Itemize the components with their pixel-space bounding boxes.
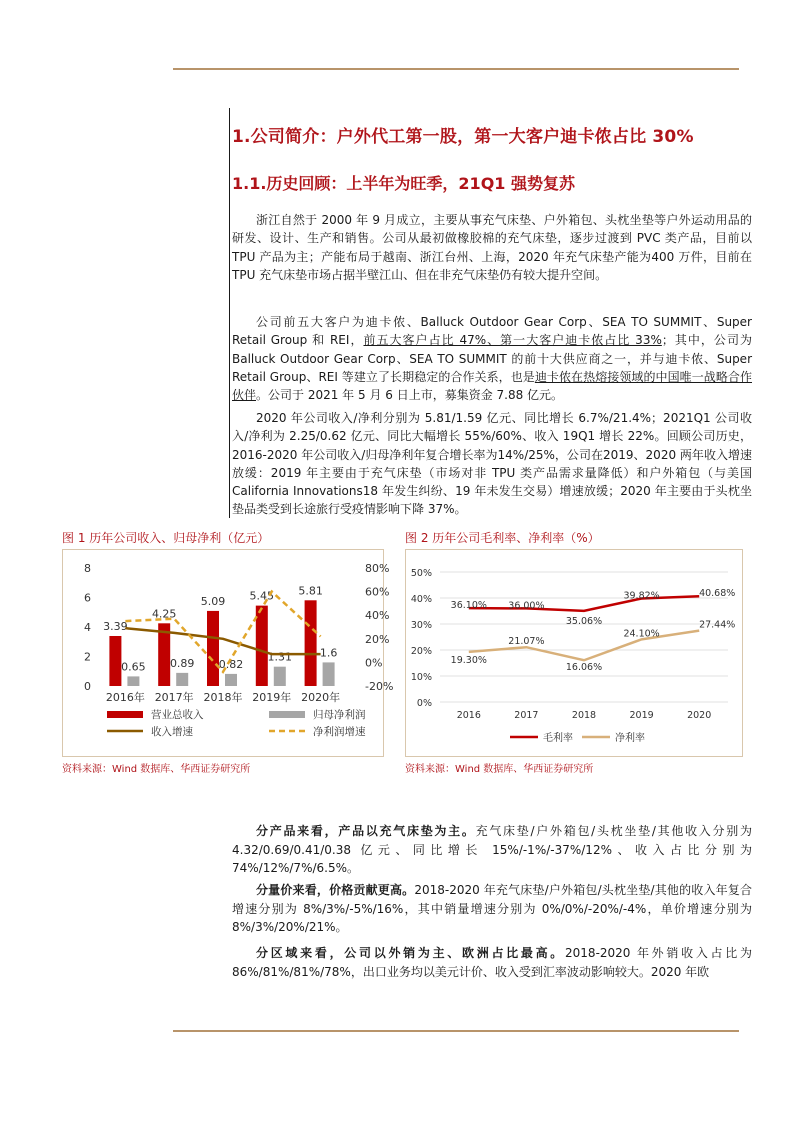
revenue-profit-chart: [63, 550, 394, 756]
y-left-tick: 6: [84, 591, 91, 605]
section-title: 1.公司简介：户外代工第一股，第一大客户迪卡侬占比 30%: [232, 127, 694, 147]
paragraph-intro: 浙江自然于 2000 年 9 月成立，主要从事充气床垫、户外箱包、头枕坐垫等户外运动用品的研发、设计、生产和销售。公司从最初做橡胶棉的充气床垫，逐步过渡到 PVC 类产品，目前以 TPU 产品为主；产能布局于越南、浙江台州、上海，2020 年充气床垫产能为400 万件，目前在 TPU 充气床垫市场占据半壁江山、但在非充气床垫仍有较大提升空间。: [232, 213, 752, 282]
x-tick-label: 2020: [687, 710, 712, 721]
x-tick-label: 2018年: [203, 691, 243, 704]
net-profit-bar-label: 0.65: [121, 660, 146, 674]
y-left-tick: 8: [84, 562, 91, 575]
y-left-tick: 2: [84, 650, 91, 664]
x-tick-label: 2018: [571, 710, 597, 721]
revenue-bar: [256, 606, 268, 686]
figure-2-box: [405, 549, 743, 757]
net-margin-label: 24.10%: [623, 628, 660, 640]
y-tick-label: 10%: [410, 672, 432, 683]
legend-label: 净利润增速: [313, 726, 366, 738]
paragraph-financials: 2020 年公司收入/净利分别为 5.81/1.59 亿元、同比增长 6.7%/21.4%；2021Q1 公司收入/净利为 2.25/0.62 亿元、同比大幅增长 55%/60%、收入 19Q1 增长 22%。回顾公司历史，2016-2020 年公司收入/归母净利年复合增长率为14%/25%，公司在2019、2020 两年收入增速放缓：2019 年主要由于充气床垫（市场对非 TPU 类产品需求量降低）和户外箱包（与美国 California Innovations18 年发生纠纷、19 年未发生交易）增速放缓；2020 年主要由于头枕坐垫品类受到长途旅行受疫情影响下降 37%。: [232, 411, 752, 517]
legend-swatch: [107, 711, 143, 718]
legend-swatch: [269, 711, 305, 718]
legend-label: 归母净利润: [313, 709, 366, 721]
decathlon-partner-highlight: 迪卡侬在热熔接领域的中国唯一战略合作伙伴: [232, 369, 752, 403]
net-margin-line: [469, 631, 699, 661]
figure-1-source: 资料来源：Wind 数据库、华西证券研究所: [62, 764, 251, 775]
y-tick-label: 40%: [410, 594, 432, 605]
net-profit-bar-label: 0.89: [169, 656, 195, 670]
y-tick-label: 0%: [416, 698, 432, 709]
legend-label: 营业总收入: [151, 709, 204, 721]
revenue-bar: [109, 636, 121, 686]
net-margin-label: 21.07%: [508, 636, 545, 648]
gross-margin-label: 36.10%: [450, 600, 487, 612]
revenue-bar-label: 5.81: [298, 584, 323, 598]
gross-margin-label: 40.68%: [699, 588, 736, 600]
paragraph-customers: 公司前五大客户为迪卡侬、Balluck Outdoor Gear Corp、SEA TO SUMMIT、Super Retail Group 和 REI，前五大客户占比 47%、第一大客户迪卡侬占比 33%；其中，公司为 Balluck Outdoor Gear Corp、SEA TO SUMMIT 的前十大供应商之一，并与迪卡侬、Super Retail Group、REI 等建立了长期稳定的合作关系，也是迪卡侬在热熔接领域的中国唯一战略合作伙伴。公司于 2021 年 5 月 6 日上市，募集资金 7.88 亿元。: [232, 315, 752, 403]
y-left-tick: 0: [84, 680, 91, 693]
y-right-tick: -20%: [365, 680, 394, 693]
paragraph-by-region: 分区域来看，公司以外销为主、欧洲占比最高。2018-2020 年外销收入占比为 86%/81%/81%/78%，出口业务均以美元计价、收入受到汇率波动影响较大。2020 年欧: [232, 946, 752, 979]
legend-label: 收入增速: [151, 726, 193, 738]
y-tick-label: 30%: [410, 620, 432, 631]
header-rule: [173, 68, 739, 70]
x-tick-label: 2016年: [105, 691, 145, 704]
net-profit-bar-label: 0.82: [218, 657, 244, 671]
paragraph-by-product: 分产品来看，产品以充气床垫为主。充气床垫/户外箱包/头枕坐垫/其他收入分别为 4.32/0.69/0.41/0.38 亿元、同比增长 15%/-1%/-37%/12%、收入占比分别为 74%/12%/7%/6.5%。: [232, 824, 752, 875]
y-right-tick: 60%: [365, 585, 390, 599]
x-tick-label: 2016: [456, 710, 481, 721]
gross-margin-label: 36.00%: [508, 600, 545, 612]
legend-label: 毛利率: [543, 733, 573, 744]
paragraph-by-price-volume: 分量价来看，价格贡献更高。2018-2020 年充气床垫/户外箱包/头枕坐垫/其他的收入年复合增速分别为 8%/3%/-5%/16%，其中销量增速分别为 0%/0%/-20%/-4%，单价增速分别为 8%/3%/20%/21%。: [232, 883, 752, 934]
figure-2-source: 资料来源：Wind 数据库、华西证券研究所: [405, 764, 594, 775]
net-profit-bar: [274, 667, 286, 686]
y-right-tick: 40%: [365, 609, 390, 623]
net-margin-label: 27.44%: [699, 619, 736, 631]
net-profit-bar: [323, 662, 335, 686]
footer-rule: [173, 1030, 739, 1032]
net-profit-bar-label: 1.31: [267, 650, 293, 664]
figure-1-box: [62, 549, 394, 757]
x-tick-label: 2019年: [252, 691, 292, 704]
revenue-bar-label: 5.09: [200, 594, 226, 608]
x-tick-label: 2019: [629, 710, 654, 721]
net-profit-bar: [176, 673, 188, 686]
revenue-bar-label: 5.45: [249, 589, 275, 603]
customer-share-highlight: 前五大客户占比 47%、第一大客户迪卡侬占比 33%: [363, 333, 662, 348]
y-right-tick: 0%: [365, 656, 383, 670]
y-tick-label: 20%: [410, 646, 432, 657]
y-left-tick: 4: [84, 621, 91, 634]
revenue-bar-label: 4.25: [151, 607, 177, 621]
net-profit-bar-label: 1.6: [319, 646, 338, 660]
x-tick-label: 2017年: [154, 691, 194, 704]
gross-margin-label: 39.82%: [623, 590, 660, 602]
y-right-tick: 80%: [365, 562, 390, 575]
x-tick-label: 2017: [514, 710, 539, 721]
section-sidebar-line: [229, 108, 230, 518]
net-margin-label: 19.30%: [450, 654, 487, 666]
margin-chart: [406, 550, 742, 756]
figure-2-title: 图 2 历年公司毛利率、净利率（%）: [405, 531, 600, 545]
x-tick-label: 2020年: [301, 691, 341, 704]
figure-1-title: 图 1 历年公司收入、归母净利（亿元）: [62, 531, 270, 545]
subsection-title: 1.1.历史回顾：上半年为旺季，21Q1 强势复苏: [232, 174, 575, 193]
y-right-tick: 20%: [365, 632, 390, 646]
revenue-bar: [207, 611, 219, 686]
revenue-bar: [305, 600, 317, 686]
net-profit-bar: [225, 674, 237, 686]
legend-label: 净利率: [615, 733, 645, 744]
gross-margin-label: 35.06%: [565, 615, 603, 627]
revenue-bar-label: 3.39: [103, 619, 128, 633]
net-profit-bar: [127, 676, 139, 686]
y-tick-label: 50%: [410, 568, 432, 579]
net-margin-label: 16.06%: [565, 662, 603, 674]
